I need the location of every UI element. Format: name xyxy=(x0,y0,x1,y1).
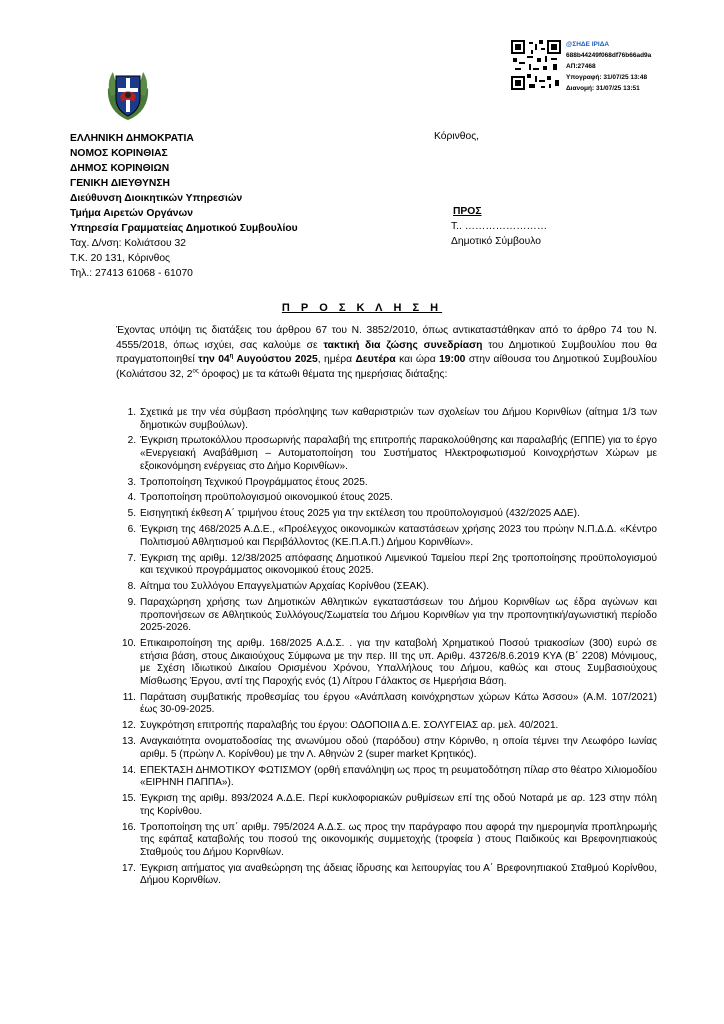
agenda-item xyxy=(116,435,657,473)
agenda-item xyxy=(116,720,657,733)
agenda-item-number: 3. xyxy=(127,476,136,488)
agenda-item-text: Έγκριση αιτήματος για αναθεώρηση της άδειας ίδρυσης και λειτουργίας του Α΄ Βρεφονηπιακού Σταθμού Κορίνθου, Δήμου Κορινθίων. xyxy=(140,862,657,887)
agenda-item xyxy=(116,638,657,688)
greek-republic-emblem xyxy=(103,66,153,122)
header-postcode: Τ.Κ. 20 131, Κόρινθος xyxy=(70,253,171,264)
agenda-item-number: 1. xyxy=(127,407,136,418)
agenda-item-number: 16. xyxy=(121,821,136,833)
agenda-item xyxy=(116,477,657,490)
agenda-item-number: 6. xyxy=(127,524,136,536)
intro-paragraph: Έχοντας υπόψη τις διατάξεις του άρθρου 67 του Ν. 3852/2010, όπως αντικαταστάθηκαν από το άρθρο 74 του Ν. 4555/2018, όπως ισχύει, σας καλούμε σε τακτική δια ζώσης συνεδρίαση του Δημοτικού Συμβουλίου που θα πραγματοποιηθεί την $04^\eta$ Αυγούστου 2025, ημέρα Δευτέρα και ώρα 19:00 στην αίθουσα του Δημοτικού Συμβουλίου (Κολιάτσου 32, $2^{o\varsigma}$ όροφος) με τα κάτωθι θέματα της ημερήσιας διάταξης: xyxy=(116,325,657,380)
agenda-item-text: Σχετικά με την νέα σύμβαση πρόσληψης των καθαριστριών των σχολείων του Δήμου Κορινθίων (αίτημα 1/3 των δημοτικών συμβούλων). xyxy=(140,407,657,431)
agenda-item-number: 14. xyxy=(121,764,136,776)
agenda-item xyxy=(116,736,657,761)
document-title: Π Ρ Ο Σ Κ Λ Η Σ Η xyxy=(281,302,443,314)
agenda-item-number: 8. xyxy=(127,581,136,593)
agenda-item xyxy=(116,492,657,505)
iris-protocol: ΑΠ:27468 xyxy=(566,63,596,70)
agenda-item xyxy=(116,692,657,717)
agenda-item-text: Αίτημα του Συλλόγου Επαγγελματιών Αρχαίας Κορίνθου (ΣΕΑΚ). xyxy=(140,581,430,593)
iris-hash: 688b44249f068df76b66ad9a xyxy=(566,52,652,59)
agenda-item xyxy=(116,524,657,549)
agenda-item-number: 10. xyxy=(121,638,136,650)
agenda-item-text: ΕΠΕΚΤΑΣΗ ΔΗΜΟΤΙΚΟΥ ΦΩΤΙΣΜΟΥ (ορθή επανάληψη ως προς τη ρευματοδότηση πίλαρ στο θέατρο Χιλιομοδίου «ΕΙΡΗΝΗ ΠΑΠΠΑ»). xyxy=(140,764,657,789)
header-republic: ΕΛΛΗΝΙΚΗ ΔΗΜΟΚΡΑΤΙΑ xyxy=(70,133,194,144)
iris-brand: @ΣΗΔΕ ΙΡΙΔΑ xyxy=(566,41,610,48)
agenda-item xyxy=(116,553,657,578)
header-prefecture: ΝΟΜΟΣ ΚΟΡΙΝΘΙΑΣ xyxy=(70,148,168,159)
agenda-item-text: Αναγκαιότητα ονοματοδοσίας της ανωνύμου οδού (παρόδου) στην Κόρινθο, η οποία τέμνει την Λεωφόρο Ιωνίας αριθμ. 5 (πρώην Λ. Κορίνθου) με την Λ. Αθηνών 2 (super market Κρητικός). xyxy=(140,736,657,760)
agenda-item xyxy=(116,822,657,860)
agenda-list xyxy=(116,407,657,891)
agenda-item-text: Παραχώρηση χρήσης των Δημοτικών Αθλητικών εγκαταστάσεων του Δήμου Κορινθίων ως έδρα αγώνων και προπονήσεων σε Αθλητικούς Συλλόγους/Σωματεία του Δήμου Κορινθίων για την προπονητική/αγωνιστική περίοδο 2025-2026. xyxy=(140,597,657,634)
agenda-item-number: 5. xyxy=(127,508,136,520)
agenda-item-text: Έγκριση της αριθμ. 12/38/2025 απόφασης Δημοτικού Λιμενικού Ταμείου περί 2ης τροποποίησης προϋπολογισμού και τεχνικού προγράμματος οικονομικού έτους 2025. xyxy=(140,552,657,577)
agenda-item-text: Εισηγητική έκθεση Α΄ τριμήνου έτους 2025 για την εκτέλεση του προϋπολογισμού (432/2025 ΑΔΕ). xyxy=(140,508,580,520)
header-service: Υπηρεσία Γραμματείας Δημοτικού Συμβουλίου xyxy=(70,223,298,234)
iris-distributed: Διανομή: 31/07/25 13:51 xyxy=(566,85,640,92)
to-name: Τ.. …………………… xyxy=(451,221,548,232)
agenda-item-text: Επικαιροποίηση της αριθμ. 168/2025 Α.Δ.Σ. . για την καταβολή Χρηματικού Ποσού τριακοσίων (300) ευρώ σε ετήσια βάση, στους Δικαιούχους Σύμφωνα με την περ. ΙΙΙ της υπ. Αριθμ. 43726/8.6.2019 ΚΥΑ (Β΄ 2208) Μόνιμους, με Σχέση Ιδιωτικού Δικαίου Ορισμένου Χρόνου, Υπαλλήλους του Δήμου, καθώς και στους Συμβασιούχους Μίσθωσης Έργου, αντί της Παροχής ενός (1) Λίτρου Γάλακτος σε Ημερήσια Βάση. xyxy=(140,638,657,687)
agenda-item-number: 15. xyxy=(121,793,136,805)
header-address: Ταχ. Δ/νση: Κολιάτσου 32 xyxy=(70,238,186,249)
agenda-item-text: Έγκριση της 468/2025 Α.Δ.Ε., «Προέλεγχος οικονομικών καταστάσεων χρήσης 2023 του πρώην Ν.Π.Δ.Δ. «Κέντρο Πολιτισμού Αθλητισμού και Περιβάλλοντος (ΚΕ.Π.Α.Π.) Δήμου Κορινθίων». xyxy=(140,524,657,548)
agenda-item-number: 9. xyxy=(127,597,136,609)
header-phone: Τηλ.: 27413 61068 - 61070 xyxy=(70,268,193,279)
agenda-item-number: 11. xyxy=(122,691,136,703)
agenda-item-text: Παράταση συμβατικής προθεσμίας του έργου «Ανάπλαση κοινόχρηστων χώρων Κάτω Άσσου» (Α.Μ. 107/2021) έως 30-09-2025. xyxy=(140,691,657,716)
to-role: Δημοτικό Σύμβουλο xyxy=(451,236,542,247)
agenda-item xyxy=(116,597,657,635)
agenda-item-text: Τροποποίηση της υπ΄ αριθμ. 795/2024 Α.Δ.Σ. ως προς την παράγραφο που αφορά την ημερομηνία προπληρωμής της εφάπαξ καταβολής του ποσού της οικονομικής συμμετοχής (τροφεία ) στους Παιδικούς και Βρεφονηπιακούς Σταθμούς του Δήμου Κορινθίων. xyxy=(140,821,657,858)
header-general-directorate: ΓΕΝΙΚΗ ΔΙΕΥΘΥΝΣΗ xyxy=(70,178,170,189)
qr-code xyxy=(511,40,561,90)
agenda-item-number: 7. xyxy=(127,552,136,564)
agenda-item xyxy=(116,407,657,432)
header-municipality: ΔΗΜΟΣ ΚΟΡΙΝΘΙΩΝ xyxy=(70,163,170,174)
agenda-item xyxy=(116,765,657,790)
agenda-item-text: Έγκριση πρωτοκόλλου προσωρινής παραλαβή της επιτροπής παρακολούθησης και παραλαβής (ΕΠΠΕ) για το έργο «Ενεργειακή Αναβάθμιση – Αυτοματοποίηση του Συστήματος Ηλεκτροφωτισμού Κοινοχρήστων Χώρων με εξοικονόμηση ενέργειας στο Δήμο Κορινθίων». xyxy=(140,435,657,472)
agenda-item xyxy=(116,581,657,594)
agenda-item-text: Έγκριση της αριθμ. 893/2024 Α.Δ.Ε. Περί κυκλοφοριακών ρυθμίσεων επί της οδού Νοταρά με αρ. 123 στην πόλη της Κορίνθου. xyxy=(140,793,657,817)
agenda-item-number: 2. xyxy=(127,435,136,447)
agenda-item-number: 12. xyxy=(121,720,136,732)
place-date: Κόρινθος, xyxy=(434,131,480,142)
agenda-item-number: 17. xyxy=(121,862,136,874)
header-directorate: Διεύθυνση Διοικητικών Υπηρεσιών xyxy=(70,193,243,204)
agenda-item-number: 13. xyxy=(121,736,136,748)
agenda-item-text: Τροποποίηση Τεχνικού Προγράμματος έτους 2025. xyxy=(140,476,368,488)
agenda-item xyxy=(116,793,657,818)
agenda-item xyxy=(116,863,657,888)
agenda-item-number: 4. xyxy=(127,492,136,504)
agenda-item-text: Συγκρότηση επιτροπής παραλαβής του έργου: ΟΔΟΠΟΙΙΑ Δ.Ε. ΣΟΛΥΓΕΙΑΣ αρ. μελ. 40/2021. xyxy=(140,720,559,732)
iris-signed: Υπογραφή: 31/07/25 13:48 xyxy=(566,74,648,81)
header-department: Τμήμα Αιρετών Οργάνων xyxy=(70,208,193,219)
agenda-item-text: Τροποποίηση προϋπολογισμού οικονομικού έτους 2025. xyxy=(140,492,393,504)
to-label: ΠΡΟΣ xyxy=(453,206,482,217)
agenda-item xyxy=(116,508,657,521)
